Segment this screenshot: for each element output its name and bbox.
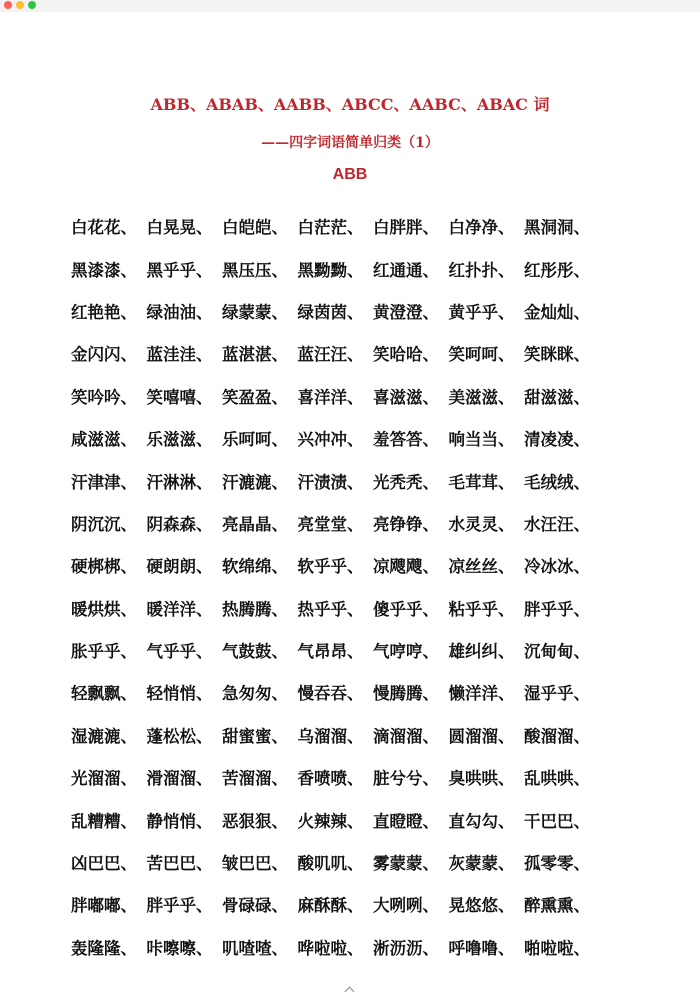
word-item: 气昂昂、: [297, 642, 364, 662]
word-item: 黑压压、: [222, 260, 288, 280]
word-row: [71, 459, 671, 501]
word-item: 喜滋滋、: [373, 387, 439, 407]
maximize-window-dot[interactable]: [28, 1, 36, 9]
word-item: 白晃晃、: [146, 218, 213, 238]
word-item: 美滋滋、: [448, 387, 515, 407]
word-row: [71, 756, 671, 798]
word-item: 金灿灿、: [524, 302, 590, 322]
word-item: 轰隆隆、: [71, 938, 137, 958]
close-window-dot[interactable]: [4, 1, 12, 9]
word-item: 响当当、: [448, 430, 515, 450]
word-row: [71, 290, 671, 332]
word-item: 黑漆漆、: [71, 260, 137, 280]
word-row: [71, 798, 671, 840]
word-item: 白茫茫、: [297, 218, 364, 238]
word-item: 黄澄澄、: [373, 302, 439, 322]
word-item: 光溜溜、: [71, 769, 137, 789]
word-item: 白皑皑、: [222, 218, 288, 238]
word-item: 毛绒绒、: [524, 472, 590, 492]
word-item: 酸叽叽、: [297, 854, 364, 874]
word-item: 滴溜溜、: [373, 726, 439, 746]
word-item: 轻飘飘、: [71, 684, 137, 704]
word-item: 甜蜜蜜、: [222, 726, 288, 746]
word-item: 红通通、: [373, 260, 439, 280]
word-item: 笑呵呵、: [448, 345, 515, 365]
word-item: 绿蒙蒙、: [222, 302, 288, 322]
word-item: 水灵灵、: [448, 514, 515, 534]
word-row: [71, 883, 671, 925]
word-row: [71, 502, 671, 544]
word-item: 笑眯眯、: [524, 345, 590, 365]
word-row: [71, 587, 671, 629]
word-item: 呼噜噜、: [448, 938, 515, 958]
word-item: 金闪闪、: [71, 345, 137, 365]
word-item: 白胖胖、: [373, 218, 439, 238]
word-item: 胀乎乎、: [71, 642, 137, 662]
word-item: 软乎乎、: [297, 557, 364, 577]
word-item: 阴沉沉、: [71, 514, 137, 534]
word-item: 红彤彤、: [524, 260, 590, 280]
word-item: 黑黝黝、: [297, 260, 364, 280]
word-item: 暖洋洋、: [146, 599, 213, 619]
document-subtitle: ——四字词语简单归类（1）: [261, 135, 439, 151]
word-item: 笑哈哈、: [373, 345, 439, 365]
word-item: 脏兮兮、: [373, 769, 439, 789]
word-item: 慢吞吞、: [297, 684, 364, 704]
word-item: 白花花、: [71, 218, 137, 238]
word-row: [71, 247, 671, 289]
word-item: 淅沥沥、: [373, 938, 439, 958]
word-item: 毛茸茸、: [448, 472, 515, 492]
word-item: 轻悄悄、: [146, 684, 213, 704]
word-item: 甜滋滋、: [524, 387, 590, 407]
word-item: 粘乎乎、: [448, 599, 515, 619]
word-item: 绿茵茵、: [297, 302, 364, 322]
word-item: 叽喳喳、: [222, 938, 288, 958]
word-item: 汗淋淋、: [146, 472, 213, 492]
word-item: 蓝汪汪、: [297, 345, 364, 365]
word-item: 红艳艳、: [71, 302, 137, 322]
word-item: 大咧咧、: [373, 896, 439, 916]
word-item: 香喷喷、: [297, 769, 364, 789]
word-item: 麻酥酥、: [297, 896, 364, 916]
word-item: 蓬松松、: [146, 726, 213, 746]
word-row: [71, 714, 671, 756]
word-item: 笑吟吟、: [71, 387, 137, 407]
word-item: 白净净、: [448, 218, 515, 238]
word-item: 兴冲冲、: [297, 430, 364, 450]
word-item: 黄乎乎、: [448, 302, 515, 322]
word-item: 哗啦啦、: [297, 938, 364, 958]
word-item: 晃悠悠、: [448, 896, 515, 916]
word-item: 凶巴巴、: [71, 854, 137, 874]
word-item: 羞答答、: [373, 430, 439, 450]
word-item: 亮堂堂、: [297, 514, 364, 534]
window-top-bar: [0, 0, 700, 12]
word-item: 清凌凌、: [524, 430, 590, 450]
word-row: [71, 205, 671, 247]
window-controls: [4, 1, 36, 9]
word-item: 凉飕飕、: [373, 557, 439, 577]
word-item: 雄纠纠、: [448, 642, 515, 662]
word-row: [71, 629, 671, 671]
word-item: 胖乎乎、: [524, 599, 590, 619]
word-item: 乱哄哄、: [524, 769, 590, 789]
word-item: 蓝洼洼、: [146, 345, 213, 365]
section-heading-abb: ABB: [332, 166, 368, 183]
word-list: [71, 205, 671, 968]
word-item: 亮铮铮、: [373, 514, 439, 534]
word-item: 水汪汪、: [524, 514, 590, 534]
word-item: 湿漉漉、: [71, 726, 137, 746]
word-item: 懒洋洋、: [448, 684, 515, 704]
word-item: 冷冰冰、: [524, 557, 590, 577]
word-item: 蓝湛湛、: [222, 345, 288, 365]
word-item: 亮晶晶、: [222, 514, 288, 534]
word-item: 乐呵呵、: [222, 430, 288, 450]
word-row: [71, 841, 671, 883]
word-item: 咔嚓嚓、: [146, 938, 213, 958]
word-item: 急匆匆、: [222, 684, 288, 704]
word-item: 皱巴巴、: [222, 854, 288, 874]
word-item: 热腾腾、: [222, 599, 288, 619]
word-row: [71, 375, 671, 417]
word-item: 黑洞洞、: [524, 218, 590, 238]
minimize-window-dot[interactable]: [16, 1, 24, 9]
word-item: 臭哄哄、: [448, 769, 515, 789]
word-row: [71, 417, 671, 459]
word-item: 汗渍渍、: [297, 472, 364, 492]
word-item: 喜洋洋、: [297, 387, 364, 407]
word-item: 笑盈盈、: [222, 387, 288, 407]
word-item: 湿乎乎、: [524, 684, 590, 704]
word-item: 啪啦啦、: [524, 938, 590, 958]
word-item: 雾蒙蒙、: [373, 854, 439, 874]
word-item: 汗漉漉、: [222, 472, 288, 492]
word-item: 咸滋滋、: [71, 430, 137, 450]
word-item: 苦巴巴、: [146, 854, 213, 874]
word-item: 干巴巴、: [524, 811, 590, 831]
word-row: [71, 332, 671, 374]
word-item: 孤零零、: [524, 854, 590, 874]
word-item: 乱糟糟、: [71, 811, 137, 831]
word-item: 圆溜溜、: [448, 726, 515, 746]
word-item: 汗津津、: [71, 472, 137, 492]
word-item: 气乎乎、: [146, 642, 213, 662]
word-item: 胖嘟嘟、: [71, 896, 137, 916]
word-item: 乌溜溜、: [297, 726, 364, 746]
word-item: 酸溜溜、: [524, 726, 590, 746]
word-item: 气鼓鼓、: [222, 642, 288, 662]
word-item: 黑乎乎、: [146, 260, 213, 280]
word-item: 醉熏熏、: [524, 896, 590, 916]
word-item: 绿油油、: [146, 302, 213, 322]
document-title: ABB、ABAB、AABB、ABCC、AABC、ABAC 词: [150, 95, 550, 114]
word-item: 笑嘻嘻、: [146, 387, 213, 407]
word-item: 直勾勾、: [448, 811, 515, 831]
word-item: 静悄悄、: [146, 811, 213, 831]
word-item: 骨碌碌、: [222, 896, 288, 916]
word-item: 胖乎乎、: [146, 896, 213, 916]
word-item: 气哼哼、: [373, 642, 439, 662]
word-row: [71, 671, 671, 713]
page-scroll-marker: [345, 987, 355, 997]
word-item: 硬朗朗、: [146, 557, 213, 577]
word-item: 乐滋滋、: [146, 430, 213, 450]
word-row: [71, 926, 671, 968]
word-item: 热乎乎、: [297, 599, 364, 619]
word-item: 红扑扑、: [448, 260, 515, 280]
word-item: 直瞪瞪、: [373, 811, 439, 831]
word-row: [71, 544, 671, 586]
word-item: 灰蒙蒙、: [448, 854, 515, 874]
word-item: 火辣辣、: [297, 811, 364, 831]
word-item: 阴森森、: [146, 514, 213, 534]
word-item: 慢腾腾、: [373, 684, 439, 704]
word-item: 沉甸甸、: [524, 642, 590, 662]
word-item: 软绵绵、: [222, 557, 288, 577]
word-item: 凉丝丝、: [448, 557, 515, 577]
word-item: 硬梆梆、: [71, 557, 137, 577]
word-item: 光秃秃、: [373, 472, 439, 492]
word-item: 傻乎乎、: [373, 599, 439, 619]
word-item: 暖烘烘、: [71, 599, 137, 619]
word-item: 恶狠狠、: [222, 811, 288, 831]
word-item: 苦溜溜、: [222, 769, 288, 789]
word-item: 滑溜溜、: [146, 769, 213, 789]
